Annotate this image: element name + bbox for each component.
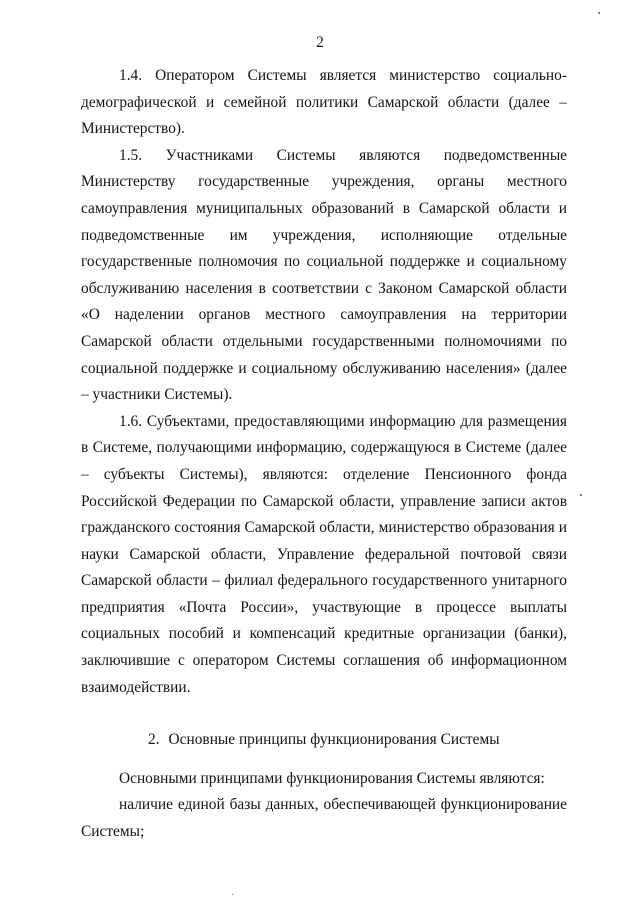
paragraph-1-6: 1.6. Субъектами, предоставляющими информацию для размещения в Системе, получающими информацию, содержащуюся в Системе (далее – субъекты Системы), являются: отделение Пенсионного фонда Российской Федерации по Самарской области, управление записи актов гражданского состояния Самарской области, министерство образования и науки Самарской области, Управление федеральной почтовой связи Самарской области – филиал федерального государственного унитарного предприятия «Почта России», участвующие в процессе выплаты социальных пособий и компенсаций кредитные организации (банки), заключившие с оператором Системы соглашения об информационном взаимодействии. [81, 412, 567, 696]
section-2-principle-1: наличие единой базы данных, обеспечивающей функционирование Системы; [81, 796, 567, 841]
document-body [81, 63, 567, 846]
section-2-intro: Основными принципами функционирования Системы являются: [119, 769, 545, 787]
paragraph-1-5: 1.5. Участниками Системы являются подведомственные Министерству государственные учреждения, органы местного самоуправления муниципальных образований в Самарской области и подведомственные им учреждения, исполняющие отдельные государственные полномочия по социальной поддержке и социальному обслуживанию населения в соответствии с Законом Самарской области «О наделении органов местного самоуправления на территории Самарской области отдельными государственными полномочиями по социальной поддержке и социальному обслуживанию населения» (далее – участники Системы). [81, 146, 567, 404]
scan-speck [232, 894, 233, 895]
paragraph-1-4: 1.4. Оператором Системы является министерство социально-демографической и семейной политики Самарской области (далее – Министерство). [81, 67, 567, 138]
section-2-title: Основные принципы функционирования Системы [168, 731, 500, 749]
scan-speck [580, 494, 582, 496]
section-2-number: 2. [148, 731, 160, 749]
page-number: 2 [316, 34, 324, 51]
section-2-heading [81, 727, 567, 754]
scan-speck [598, 12, 600, 14]
